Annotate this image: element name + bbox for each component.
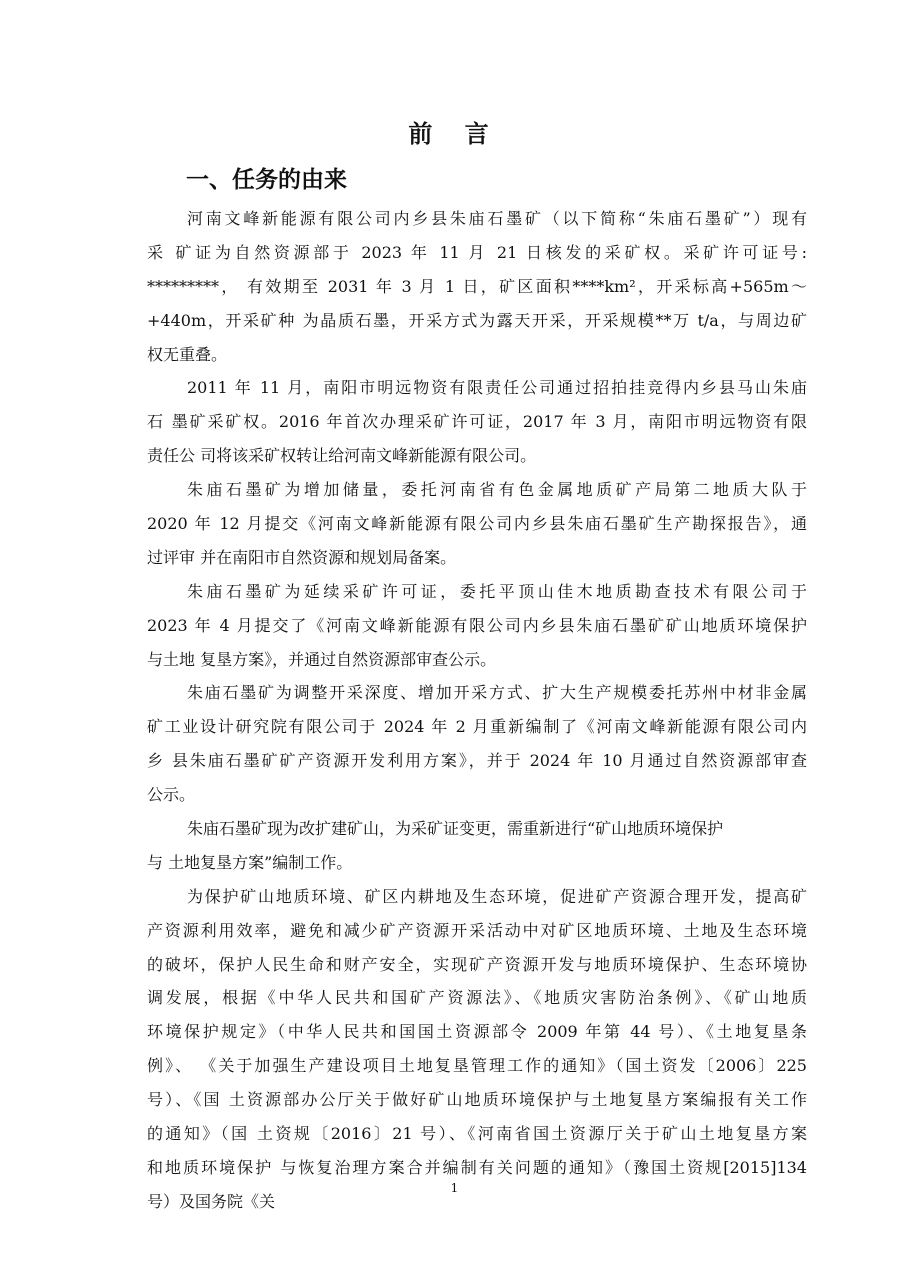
text-line: 环境保护规定》（中华人民共和国国土资源部令 2009 年第 44 号）、《土地复垦条 (147, 1022, 807, 1042)
page-number: 1 (450, 1181, 459, 1195)
text-line: 的通知》（国 土资规〔2016〕21 号）、《河南省国土资源厅关于矿山土地复垦方案 (147, 1124, 807, 1144)
text-line: 采 矿证为自然资源部于 2023 年 11 月 21 日核发的采矿权。采矿许可证号: (147, 242, 807, 262)
page-title: 前 言 (408, 120, 501, 148)
text-line: 号）及国务院《关 (147, 1191, 276, 1211)
text-line: 朱庙石墨矿为调整开采深度、增加开采方式、扩大生产规模委托苏州中材非金属 (187, 683, 807, 703)
text-line: 责任公 司将该采矿权转让给河南文峰新能源有限公司。 (147, 446, 537, 466)
text-line: 朱庙石墨矿为增加储量，委托河南省有色金属地质矿产局第二地质大队于 (187, 480, 807, 500)
section-heading: 一、任务的由来 (186, 167, 347, 193)
text-line: *********， 有效期至 2031 年 3 月 1 日，矿区面积****km²，开采标高+565m～ (147, 276, 807, 296)
text-line: 乡 县朱庙石墨矿矿产资源开发利用方案》，并于 2024 年 10 月通过自然资源部审查 (147, 751, 807, 771)
text-line: 权无重叠。 (147, 344, 228, 364)
text-line: 与 土地复垦方案”编制工作。 (147, 852, 353, 872)
text-line: 调发展，根据《中华人民共和国矿产资源法》、《地质灾害防治条例》、《矿山地质 (147, 988, 807, 1008)
text-line: 与土地 复垦方案》，并通过自然资源部审查公示。 (147, 649, 497, 669)
text-line: 和地质环境保护 与恢复治理方案合并编制有关问题的通知》（豫国土资规[2015]134 (147, 1157, 807, 1177)
text-line: 石 墨矿采矿权。2016 年首次办理采矿许可证，2017 年 3 月，南阳市明远物资有限 (147, 412, 807, 432)
text-line: 2020 年 12 月提交《河南文峰新能源有限公司内乡县朱庙石墨矿生产勘探报告》，通 (147, 514, 807, 534)
body-text (147, 202, 807, 1219)
text-line: 矿工业设计研究院有限公司于 2024 年 2 月重新编制了《河南文峰新能源有限公司内 (147, 717, 807, 737)
text-line: 过评审 并在南阳市自然资源和规划局备案。 (147, 547, 457, 567)
text-line: 为保护矿山地质环境、矿区内耕地及生态环境，促进矿产资源合理开发，提高矿 (187, 886, 807, 906)
text-line: +440m，开采矿种 为晶质石墨，开采方式为露天开采，开采规模**万 t/a，与周边矿 (147, 310, 807, 330)
text-line: 2023 年 4 月提交了《河南文峰新能源有限公司内乡县朱庙石墨矿矿山地质环境保护 (147, 615, 807, 635)
text-line: 的破坏，保护人民生命和财产安全，实现矿产资源开发与地质环境保护、生态环境协 (147, 954, 807, 974)
text-line: 河南文峰新能源有限公司内乡县朱庙石墨矿（以下简称“朱庙石墨矿”）现有 (187, 209, 807, 228)
text-line: 朱庙石墨矿现为改扩建矿山，为采矿证变更，需重新进行“矿山地质环境保护 (187, 819, 724, 839)
text-line: 公示。 (147, 785, 196, 805)
text-line: 例》、 《关于加强生产建设项目土地复垦管理工作的通知》（国土资发〔2006〕225 (147, 1056, 807, 1076)
text-line: 产资源利用效率，避免和减少矿产资源开采活动中对矿区地质环境、土地及生态环境 (147, 920, 807, 940)
text-line: 号）、《国 土资源部办公厅关于做好矿山地质环境保护与土地复垦方案编报有关工作 (147, 1090, 807, 1110)
text-line: 2011 年 11 月，南阳市明远物资有限责任公司通过招拍挂竞得内乡县马山朱庙 (187, 378, 807, 398)
text-line: 朱庙石墨矿为延续采矿许可证，委托平顶山佳木地质勘查技术有限公司于 (187, 581, 807, 601)
